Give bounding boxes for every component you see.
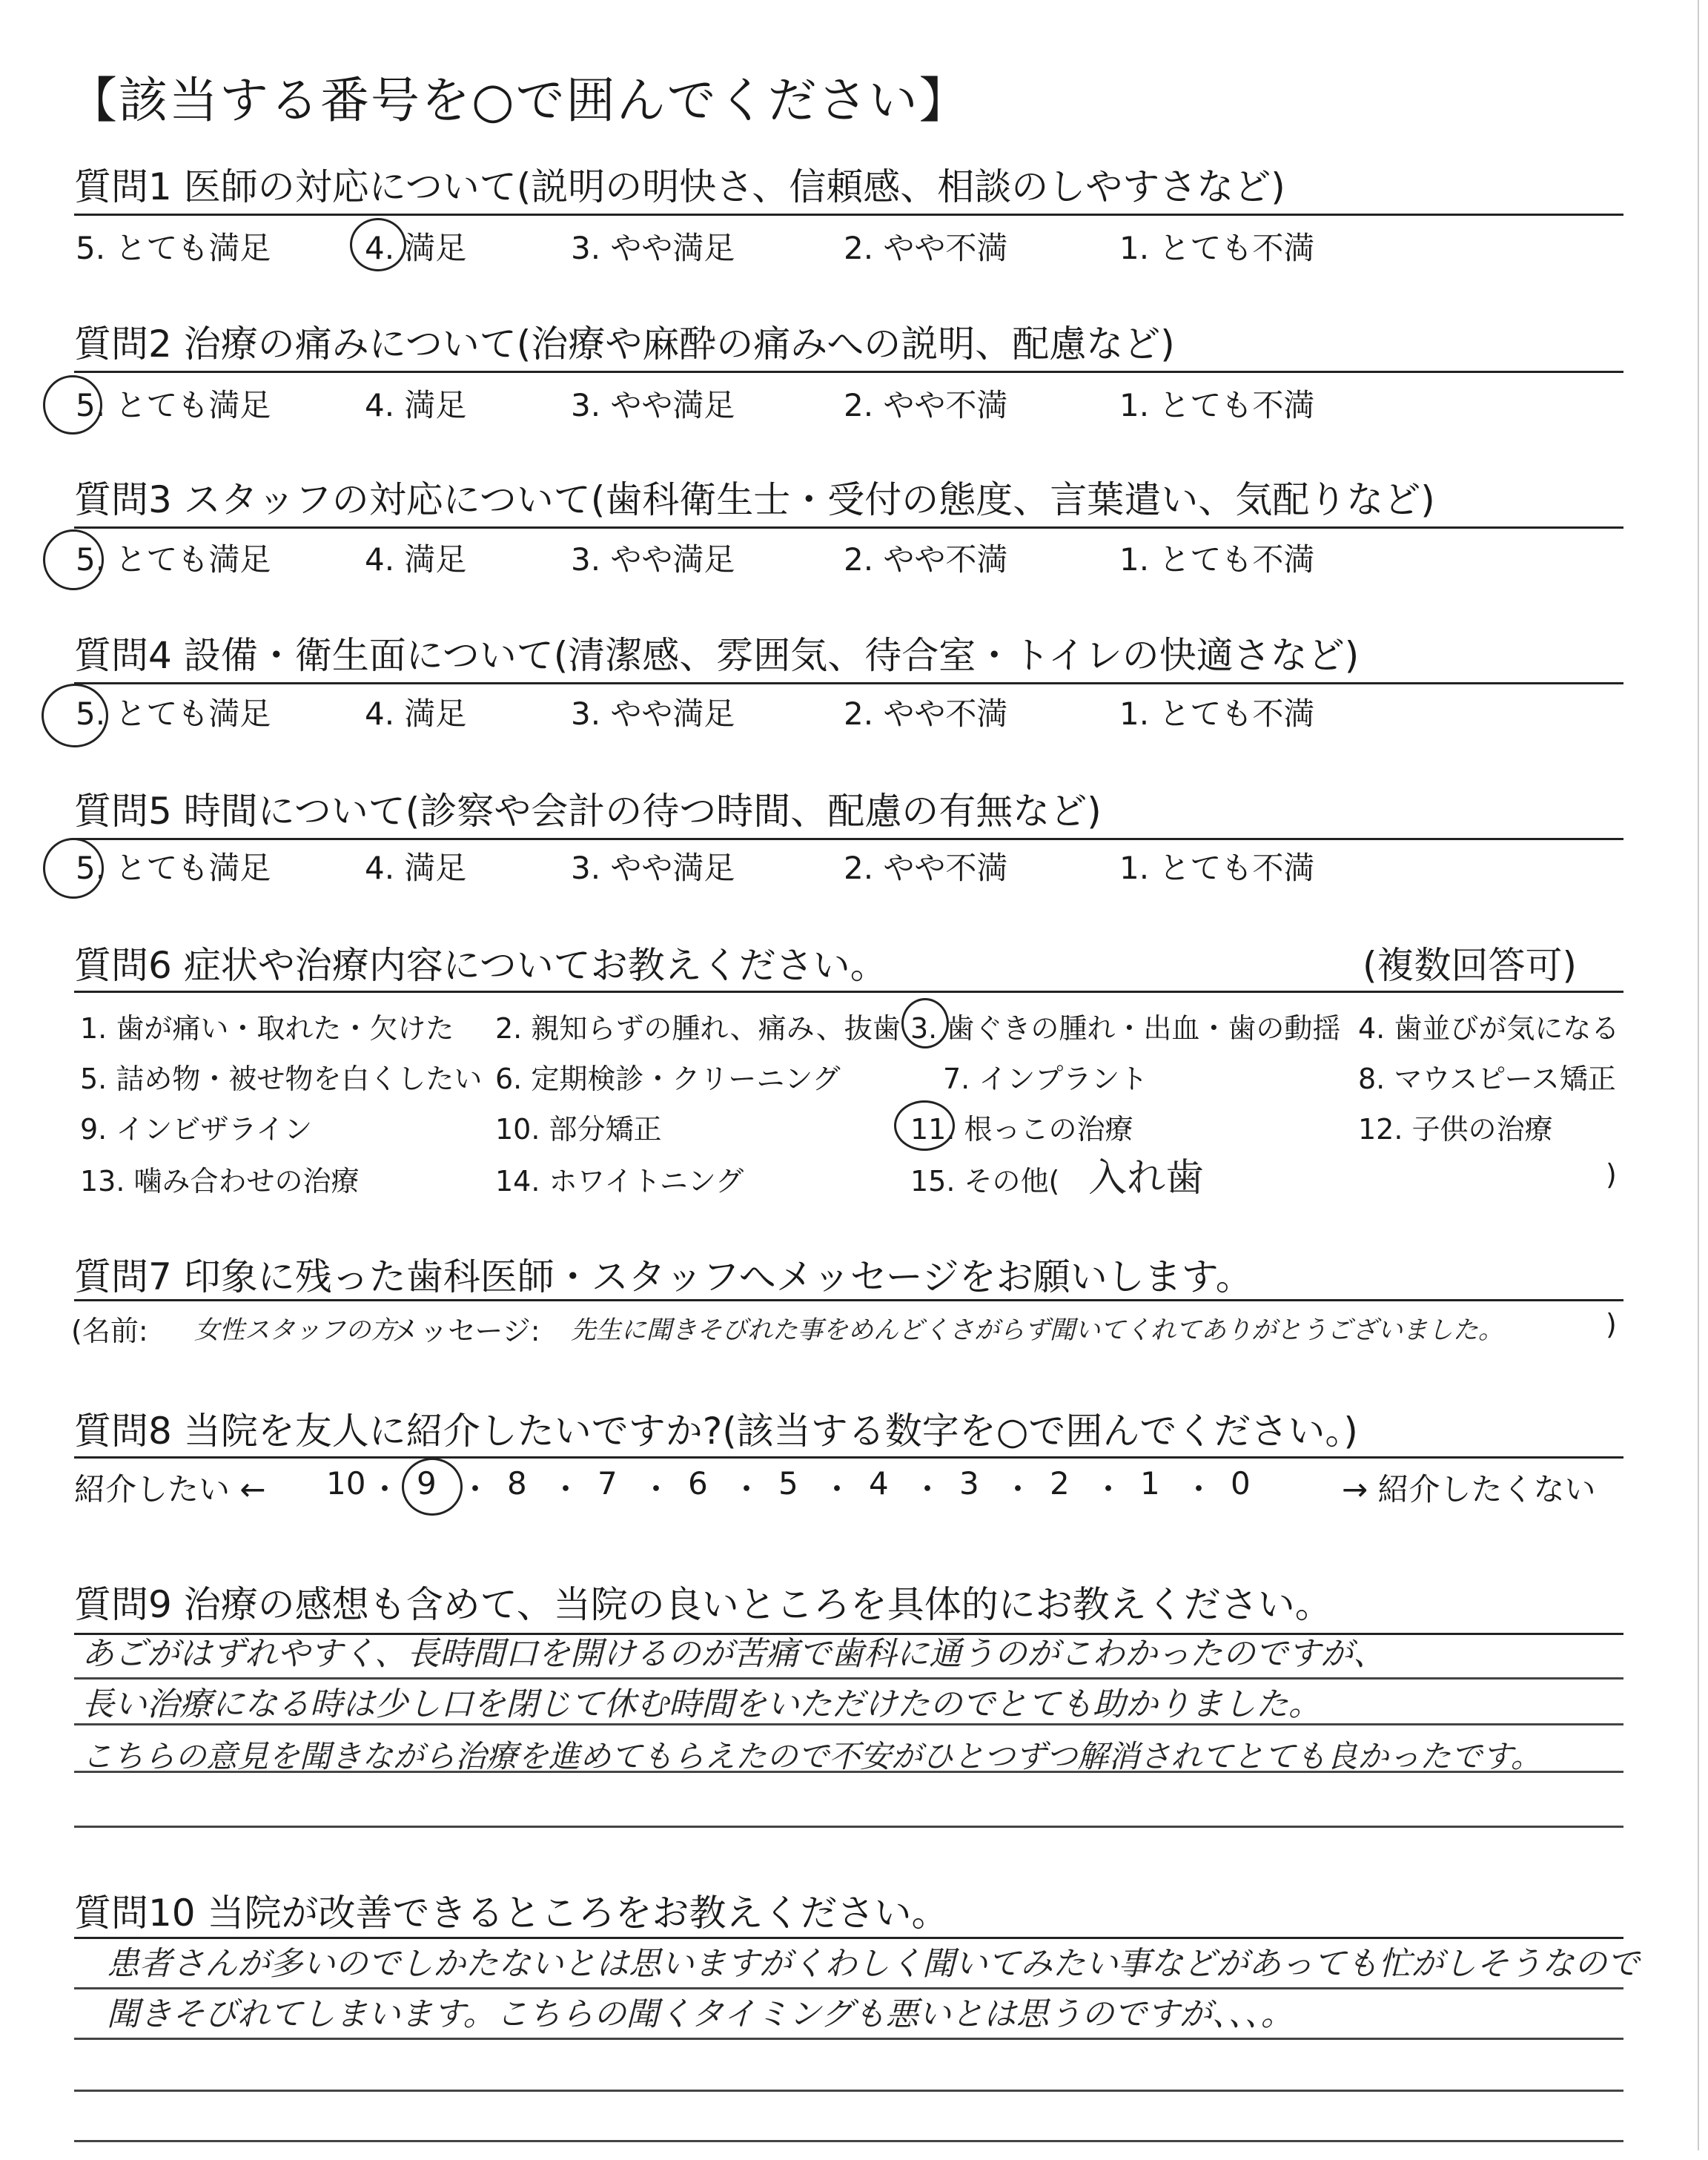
q3-option-3[interactable]: 3. やや満足	[571, 541, 735, 578]
q5-rule	[74, 838, 1623, 840]
q6-rule	[74, 991, 1623, 993]
q8-scale-9[interactable]: 9	[417, 1465, 437, 1502]
q8-scale-dot: ・	[460, 1471, 491, 1507]
q6-item-11[interactable]: 11. 根っこの治療	[910, 1113, 1133, 1146]
q8-scale-10[interactable]: 10	[326, 1465, 366, 1502]
q3-option-4[interactable]: 4. 満足	[365, 541, 467, 578]
q1-option-4[interactable]: 4. 満足	[365, 230, 467, 266]
q1-option-3[interactable]: 3. やや満足	[571, 230, 735, 266]
q2-option-2[interactable]: 2. やや不満	[844, 387, 1008, 423]
q8-scale-0[interactable]: 0	[1231, 1465, 1251, 1502]
q3-rule	[74, 526, 1623, 529]
q3-label: 質問3 スタッフの対応について(歯科衛生士・受付の態度、言葉遣い、気配りなど)	[74, 478, 1435, 521]
q6-item-4[interactable]: 4. 歯並びが気になる	[1358, 1012, 1620, 1045]
q4-option-2[interactable]: 2. やや不満	[844, 696, 1008, 732]
q7-close-paren: )	[1606, 1308, 1617, 1341]
q1-option-5[interactable]: 5. とても満足	[76, 230, 271, 266]
q8-scale-dot: ・	[1002, 1471, 1034, 1507]
q2-option-1[interactable]: 1. とても不満	[1119, 387, 1315, 423]
q5-label: 質問5 時間について(診察や会計の待つ時間、配慮の有無など)	[74, 790, 1102, 833]
q2-label: 質問2 治療の痛みについて(治療や麻酔の痛みへの説明、配慮など)	[74, 323, 1175, 366]
q1-selection-circle	[350, 218, 406, 271]
q5-option-3[interactable]: 3. やや満足	[571, 850, 735, 886]
q8-scale-7[interactable]: 7	[598, 1465, 618, 1502]
q8-scale-1[interactable]: 1	[1140, 1465, 1160, 1502]
q2-rule	[74, 371, 1623, 373]
q5-option-5[interactable]: 5. とても満足	[76, 850, 271, 886]
q1-option-1[interactable]: 1. とても不満	[1119, 230, 1315, 266]
q6-item-3[interactable]: 3. 歯ぐきの腫れ・出血・歯の動揺	[910, 1012, 1341, 1045]
q8-label: 質問8 当院を友人に紹介したいですか?(該当する数字を○で囲んでください。)	[74, 1410, 1358, 1453]
q8-left-label: 紹介したい ←	[74, 1471, 266, 1507]
q6-label: 質問6 症状や治療内容についてお教えください。	[74, 944, 887, 987]
page-title: 【該当する番号を○で囲んでください】	[68, 72, 970, 129]
q6-item-7[interactable]: 7. インプラント	[943, 1063, 1148, 1095]
q9-line-2[interactable]: 長い治療になる時は少し口を閉じて休む時間をいただけたのでとても助かりました。	[82, 1685, 1321, 1723]
q10-rule-4	[74, 2140, 1623, 2142]
q6-item-15[interactable]: 15. その他(	[910, 1165, 1060, 1198]
q5-option-2[interactable]: 2. やや不満	[844, 850, 1008, 886]
q8-selection-circle	[402, 1458, 463, 1516]
q5-option-1[interactable]: 1. とても不満	[1119, 850, 1315, 886]
q7-rule	[74, 1299, 1623, 1301]
page-edge-line	[1698, 0, 1699, 2150]
q3-option-2[interactable]: 2. やや不満	[844, 541, 1008, 578]
q3-selection-circle	[43, 529, 104, 590]
q9-rule-3	[74, 1771, 1623, 1773]
q9-rule-2	[74, 1723, 1623, 1725]
q8-scale-6[interactable]: 6	[688, 1465, 708, 1502]
q8-scale-dot: ・	[1183, 1471, 1215, 1507]
q6-item-9[interactable]: 9. インビザライン	[80, 1113, 313, 1146]
q6-item-15-close: )	[1606, 1158, 1617, 1191]
q8-scale-5[interactable]: 5	[778, 1465, 798, 1502]
q6-item-6[interactable]: 6. 定期検診・クリーニング	[495, 1063, 841, 1095]
q8-scale-4[interactable]: 4	[869, 1465, 889, 1502]
q9-line-1[interactable]: あごがはずれやすく、長時間口を開けるのが苦痛で歯科に通うのがこわかったのですが、	[82, 1635, 1386, 1673]
q8-scale-dot: ・	[821, 1471, 853, 1507]
q6-other-handwritten[interactable]: 入れ歯	[1088, 1156, 1205, 1200]
q6-item-2[interactable]: 2. 親知らずの腫れ、痛み、抜歯	[495, 1012, 901, 1045]
q8-scale-dot: ・	[550, 1471, 582, 1507]
q4-option-5[interactable]: 5. とても満足	[76, 696, 271, 732]
q6-item-10[interactable]: 10. 部分矯正	[495, 1113, 662, 1146]
q4-selection-circle	[42, 684, 108, 747]
q1-label: 質問1 医師の対応について(説明の明快さ、信頼感、相談のしやすさなど)	[74, 165, 1285, 208]
q5-selection-circle	[43, 838, 104, 899]
q7-message-handwritten[interactable]: 先生に聞きそびれた事をめんどくさがらず聞いてくれてありがとうございました。	[571, 1315, 1503, 1345]
q4-label: 質問4 設備・衛生面について(清潔感、雰囲気、待合室・トイレの快適さなど)	[74, 634, 1360, 677]
q10-label: 質問10 当院が改善できるところをお教えください。	[74, 1892, 949, 1935]
q8-scale-3[interactable]: 3	[959, 1465, 979, 1502]
q8-scale-dot: ・	[640, 1471, 672, 1507]
q10-line-1[interactable]: 患者さんが多いのでしかたないとは思いますがくわしく聞いてみたい事などがあっても忙がしそうなので	[107, 1945, 1640, 1983]
q6-item-8[interactable]: 8. マウスピース矯正	[1358, 1063, 1616, 1095]
q6-item-14[interactable]: 14. ホワイトニング	[495, 1165, 744, 1198]
q7-name-handwritten[interactable]: 女性スタッフの方	[194, 1315, 396, 1345]
q10-rule-2	[74, 2038, 1623, 2040]
q8-scale-8[interactable]: 8	[507, 1465, 527, 1502]
q6-multi-note: (複数回答可)	[1363, 944, 1578, 987]
q6-item-12[interactable]: 12. 子供の治療	[1358, 1113, 1553, 1146]
q2-selection-circle	[43, 375, 102, 435]
q10-rule-3	[74, 2090, 1623, 2092]
q8-scale-2[interactable]: 2	[1050, 1465, 1070, 1502]
q8-scale-dot: ・	[912, 1471, 944, 1507]
q2-option-4[interactable]: 4. 満足	[365, 387, 467, 423]
q5-option-4[interactable]: 4. 満足	[365, 850, 467, 886]
q7-message-prefix: メッセージ:	[391, 1315, 540, 1347]
q7-name-prefix: (名前:	[71, 1315, 148, 1347]
q9-label: 質問9 治療の感想も含めて、当院の良いところを具体的にお教えください。	[74, 1583, 1332, 1626]
q8-scale-dot: ・	[731, 1471, 763, 1507]
q6-item-5[interactable]: 5. 詰め物・被せ物を白くしたい	[80, 1063, 483, 1095]
q4-option-1[interactable]: 1. とても不満	[1119, 696, 1315, 732]
q4-option-4[interactable]: 4. 満足	[365, 696, 467, 732]
q8-right-label: → 紹介したくない	[1342, 1471, 1596, 1507]
q3-option-1[interactable]: 1. とても不満	[1119, 541, 1315, 578]
q4-rule	[74, 682, 1623, 684]
q7-label: 質問7 印象に残った歯科医師・スタッフへメッセージをお願いします。	[74, 1255, 1253, 1298]
q2-option-5[interactable]: 5. とても満足	[76, 387, 271, 423]
q6-selection-circle-11	[894, 1100, 955, 1151]
q1-option-2[interactable]: 2. やや不満	[844, 230, 1008, 266]
q1-rule	[74, 214, 1623, 216]
q8-scale-dot: ・	[1093, 1471, 1125, 1507]
q3-option-5[interactable]: 5. とても満足	[76, 541, 271, 578]
q8-scale-dot: ・	[369, 1471, 401, 1507]
q9-rule-4	[74, 1826, 1623, 1828]
q2-option-3[interactable]: 3. やや満足	[571, 387, 735, 423]
q4-option-3[interactable]: 3. やや満足	[571, 696, 735, 732]
q10-line-2[interactable]: 聞きそびれてしまいます。こちらの聞くタイミングも悪いとは思うのですが、、、。	[107, 1995, 1294, 2033]
q8-rule	[74, 1456, 1623, 1459]
q6-selection-circle-3	[901, 998, 949, 1048]
q6-item-1[interactable]: 1. 歯が痛い・取れた・欠けた	[80, 1012, 454, 1045]
q9-line-3[interactable]: こちらの意見を聞きながら治療を進めてもらえたので不安がひとつずつ解消されてとても良かったです。	[82, 1738, 1542, 1774]
q6-item-13[interactable]: 13. 噛み合わせの治療	[80, 1165, 360, 1198]
